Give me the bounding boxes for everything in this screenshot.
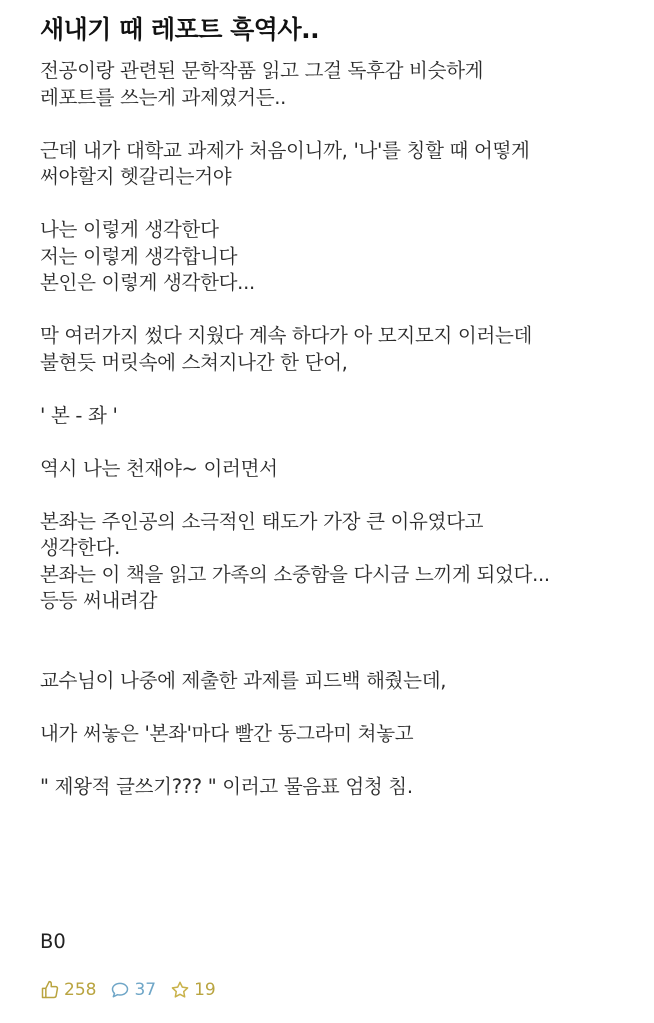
- paragraph-5: [40, 403, 550, 430]
- paragraph-4: [40, 323, 550, 376]
- like-button[interactable]: [40, 980, 96, 1000]
- paragraph-6: [40, 456, 550, 483]
- scrap-count: 19: [194, 980, 216, 1000]
- post-body: [40, 58, 550, 800]
- paragraph-8: [40, 668, 550, 695]
- text-line: ' 본 - 좌 ': [40, 403, 118, 427]
- paragraph-1: [40, 58, 550, 111]
- author-name[interactable]: B0: [40, 930, 66, 953]
- text-line: 본인은 이렇게 생각한다...: [40, 271, 255, 294]
- thumbs-up-icon: [40, 980, 60, 1000]
- text-line: 불현듯 머릿속에 스쳐지나간 한 단어,: [40, 350, 348, 374]
- text-line: 등등 써내려감: [40, 589, 158, 612]
- paragraph-7: [40, 509, 550, 615]
- comment-icon: [110, 980, 130, 1000]
- text-line: 본좌는 주인공의 소극적인 태도가 가장 큰 이유였다고: [40, 509, 484, 533]
- scrap-button[interactable]: [170, 980, 216, 1000]
- comment-count: 37: [134, 980, 157, 1000]
- text-line: 써야할지 헷갈리는거야: [40, 165, 232, 188]
- comment-button[interactable]: [110, 980, 156, 1000]
- text-line: 생각한다.: [40, 536, 121, 559]
- post-title: 새내기 때 레포트 흑역사..: [40, 15, 320, 44]
- paragraph-10: [40, 774, 550, 801]
- text-line: " 제왕적 글쓰기??? " 이러고 물음표 엄청 침.: [40, 774, 413, 798]
- paragraph-9: [40, 721, 550, 748]
- text-line: 교수님이 나중에 제출한 과제를 피드백 해줬는데,: [40, 668, 447, 692]
- paragraph-2: [40, 138, 550, 191]
- text-line: 근데 내가 대학교 과제가 처음이니까, '나'를 칭할 때 어떻게: [40, 138, 530, 162]
- text-line: 본좌는 이 책을 읽고 가족의 소중함을 다시금 느끼게 되었다...: [40, 562, 550, 586]
- text-line: 내가 써놓은 '본좌'마다 빨간 동그라미 쳐놓고: [40, 721, 414, 745]
- post-stats: [40, 980, 230, 1000]
- text-line: 막 여러가지 썼다 지웠다 계속 하다가 아 모지모지 이러는데: [40, 324, 533, 347]
- star-icon: [170, 980, 190, 1000]
- text-line: 나는 이렇게 생각한다: [40, 218, 219, 241]
- text-line: 역시 나는 천재야~ 이러면서: [40, 456, 278, 480]
- text-line: 저는 이렇게 생각합니다: [40, 244, 238, 268]
- like-count: 258: [64, 980, 97, 1000]
- text-line: 레포트를 쓰는게 과제였거든..: [40, 85, 287, 109]
- text-line: 전공이랑 관련된 문학작품 읽고 그걸 독후감 비슷하게: [40, 59, 484, 82]
- paragraph-3: [40, 217, 550, 297]
